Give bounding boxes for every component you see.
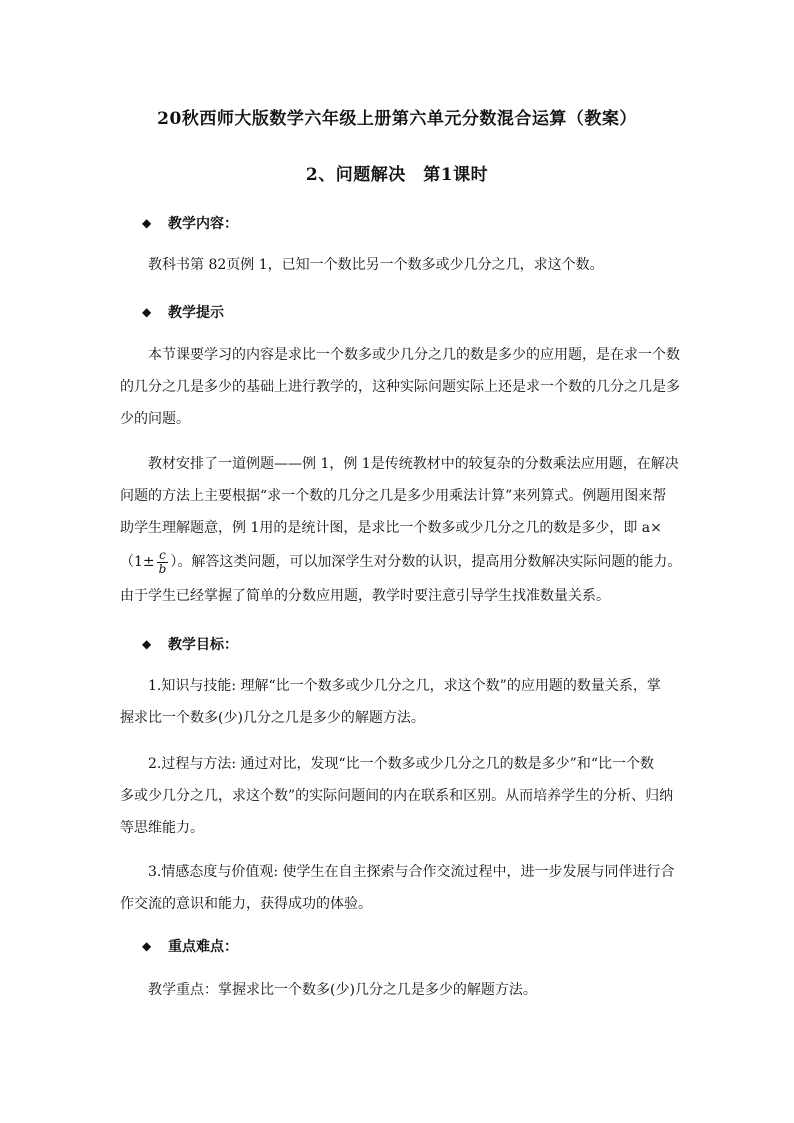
text-line: 助学生理解题意，例 1用的是统计图，是求比一个数多或少几分之几的数是多少，即 a× xyxy=(120,520,662,536)
text-line: 教科书第 82页例 1，已知一个数比另一个数多或少几分之几，求这个数。 xyxy=(148,257,604,273)
fraction-numerator: c xyxy=(157,549,169,563)
content-paragraph xyxy=(120,249,676,281)
section-heading-label: 重点难点： xyxy=(168,939,238,955)
section-heading-content xyxy=(142,213,238,233)
text-line: 2.过程与方法: 通过对比，发现“比一个数多或少几分之几的数是多少”和“比一个数 xyxy=(148,756,654,772)
section-heading-key xyxy=(142,936,238,956)
section-heading-goals xyxy=(142,634,238,654)
fraction-denominator: b xyxy=(158,561,167,576)
text-line: 作交流的意识和能力，获得成功的体验。 xyxy=(120,896,372,912)
key-paragraph xyxy=(120,974,676,1006)
diamond-bullet-icon: ◆ xyxy=(142,939,152,953)
document-subtitle: 2、问题解决 第1课时 xyxy=(305,165,489,185)
section-heading-label: 教学提示 xyxy=(168,305,224,321)
hint-paragraph-1 xyxy=(120,339,680,435)
text-line: 教学重点：掌握求比一个数多(少)几分之几是多少的解题方法。 xyxy=(148,982,537,998)
formula-rest: ）。解答这类问题，可以加深学生对分数的认识，提高用分数解决实际问题的能力。 xyxy=(170,554,682,570)
text-line: 教材安排了一道例题——例 1，例 1是传统教材中的较复杂的分数乘法应用题，在解决 xyxy=(148,456,679,472)
diamond-bullet-icon: ◆ xyxy=(142,637,152,651)
goal-2-paragraph xyxy=(120,748,676,844)
text-line: 由于学生已经掌握了简单的分数应用题，教学时要注意引导学生找准数量关系。 xyxy=(120,588,610,604)
diamond-bullet-icon: ◆ xyxy=(142,305,152,319)
formula-line xyxy=(120,544,682,580)
text-line: 握求比一个数多(少)几分之几是多少的解题方法。 xyxy=(120,710,425,726)
text-line: 3.情感态度与价值观: 使学生在自主探索与合作交流过程中，进一步发展与同伴进行合 xyxy=(148,864,675,880)
text-line: 的几分之几是多少的基础上进行教学的，这种实际问题实际上还是求一个数的几分之几是多 xyxy=(120,379,680,395)
section-heading-label: 教学目标： xyxy=(168,637,238,653)
text-line: 问题的方法上主要根据“求一个数的几分之几是多少用乘法计算”来列算式。例题用图来帮 xyxy=(120,488,667,504)
formula-open: （1± xyxy=(120,554,155,570)
text-line: 1.知识与技能: 理解“比一个数多或少几分之几，求这个数”的应用题的数量关系，掌 xyxy=(148,678,661,694)
goal-1-paragraph xyxy=(120,670,676,734)
text-line: 等思维能力。 xyxy=(120,820,204,836)
document-title: 20秋西师大版数学六年级上册第六单元分数混合运算（教案） xyxy=(157,109,637,129)
fraction-c-over-b xyxy=(157,549,169,576)
text-line: 多或少几分之几，求这个数”的实际问题间的内在联系和区别。从而培养学生的分析、归纳 xyxy=(120,788,674,804)
text-line: 本节课要学习的内容是求比一个数多或少几分之几的数是多少的应用题，是在求一个数 xyxy=(148,347,680,363)
text-line: 少的问题。 xyxy=(120,411,190,427)
hint-paragraph-2 xyxy=(120,448,682,612)
diamond-bullet-icon: ◆ xyxy=(142,216,152,230)
section-heading-hint xyxy=(142,302,224,322)
goal-3-paragraph xyxy=(120,856,676,920)
section-heading-label: 教学内容： xyxy=(168,216,238,232)
